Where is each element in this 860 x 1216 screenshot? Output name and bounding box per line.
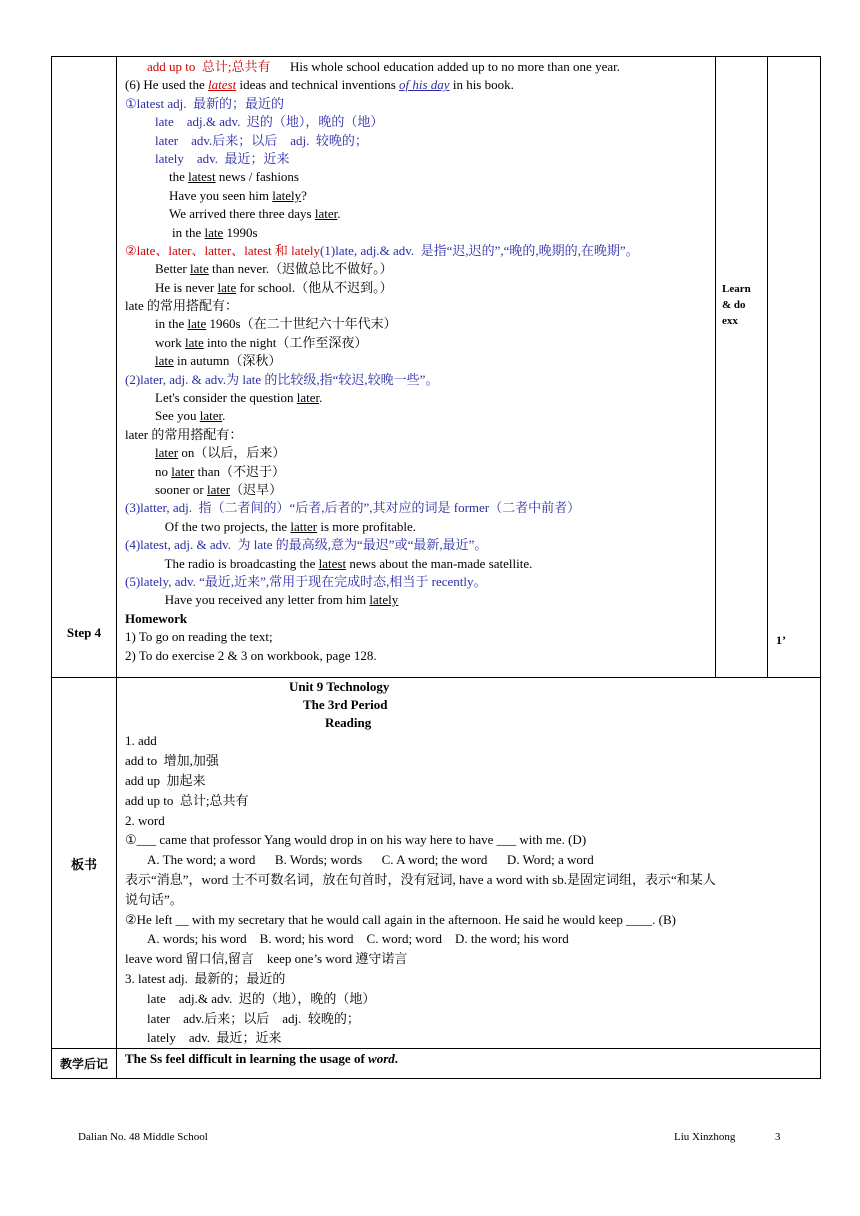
board-line: [117, 949, 820, 969]
step4-line: [117, 58, 715, 76]
text-segment: for school.（他从不迟到。）: [236, 279, 393, 295]
text-segment: (6) He used the: [125, 77, 209, 93]
activity-text: [716, 57, 767, 329]
text-segment: ①___ came that professor Yang would drop in on his way here to have ___ with me. (D): [125, 832, 587, 848]
text-segment: Homework: [125, 610, 188, 626]
board-label: 板书: [52, 678, 117, 1049]
time-cell: [768, 57, 821, 678]
text-segment: news about the man-made satellite.: [346, 555, 533, 571]
activity-cell: [716, 57, 768, 678]
text-segment: late: [184, 334, 204, 350]
step4-line: [117, 371, 715, 389]
board-title-period: The 3rd Period: [303, 696, 388, 712]
text-segment: later: [155, 445, 179, 461]
step4-content: [117, 57, 716, 678]
text-segment: add up to 总计;总共有: [125, 792, 249, 808]
text-segment: leave word 留口信,留言 keep one’s word 遵守诺言: [125, 951, 408, 967]
text-segment: lately adv. 最近；近来: [155, 150, 290, 166]
board-line: [117, 811, 820, 831]
step4-line: [117, 187, 715, 205]
text-segment: (3)latter, adj. 指（二者间的）“后者,后者的”,其对应的词是 former（二者中前者）: [125, 500, 581, 516]
activity-line: & do: [722, 299, 746, 311]
board-row: [52, 678, 821, 1049]
step4-line: [117, 352, 715, 370]
text-segment: 1. add: [125, 733, 157, 749]
step4-line: [117, 205, 715, 223]
footer-author: Liu Xinzhong: [674, 1131, 736, 1143]
text-segment: 说句话”。: [125, 891, 183, 907]
text-segment: （迟早）: [230, 481, 283, 497]
board-line: [117, 870, 820, 890]
text-segment: later: [199, 408, 223, 424]
board-line: [117, 929, 820, 949]
step4-line: [117, 628, 715, 646]
step4-line: [117, 242, 715, 260]
step4-line: [117, 481, 715, 499]
step4-line: [117, 315, 715, 333]
text-segment: late 的常用搭配有：: [125, 298, 239, 314]
text-segment: 表示“消息”，word 士不可数名词，放在句首时，没有冠词, have a word with sb.是固定词组，表示“和某人: [125, 871, 716, 887]
step4-line: [117, 224, 715, 242]
text-segment: Let's consider the question: [155, 390, 297, 406]
text-segment: ①latest adj. 最新的；最近的: [125, 95, 284, 111]
text-segment: lately: [369, 592, 399, 608]
text-segment: into the night（工作至深夜）: [203, 334, 368, 350]
board-line: [117, 1028, 820, 1048]
board-line: [117, 1009, 820, 1029]
step4-line: [117, 95, 715, 113]
text-segment: 2) To do exercise 2 & 3 on workbook, page 128.: [125, 647, 377, 663]
text-segment: add to 增加,加强: [125, 753, 219, 769]
text-segment: (4)latest, adj. & adv. 为 late 的最高级,意为“最迟”或“最新,最近”。: [125, 537, 488, 553]
step4-line: [117, 555, 715, 573]
text-segment: Better: [155, 261, 191, 277]
text-segment: in his book.: [449, 77, 514, 93]
text-segment: The radio is broadcasting the: [155, 555, 319, 571]
text-segment: is more profitable.: [317, 518, 417, 534]
text-segment: 2. word: [125, 812, 165, 828]
text-segment: later 的常用搭配有：: [125, 426, 243, 442]
text-segment: in the: [155, 316, 188, 332]
step-label: Step 4: [66, 625, 102, 640]
step4-line: [117, 260, 715, 278]
board-line: [117, 989, 820, 1009]
board-title-unit: Unit 9 Technology: [289, 679, 390, 694]
step4-line: [117, 610, 715, 628]
step4-line: [117, 389, 715, 407]
reflection-word: word: [368, 1051, 395, 1067]
text-segment: lately: [272, 187, 302, 203]
reflection-text: [117, 1049, 820, 1067]
step4-line: [117, 518, 715, 536]
text-segment: late: [187, 316, 207, 332]
step4-line: [117, 463, 715, 481]
text-segment: late adj.& adv. 迟的（地），晚的（地）: [155, 114, 384, 130]
step4-line: [117, 168, 715, 186]
text-segment: latest: [208, 77, 237, 93]
text-segment: later adv.后来；以后 adj. 较晚的；: [155, 132, 368, 148]
board-line: [117, 830, 820, 850]
step4-line: [117, 444, 715, 462]
text-segment: .: [337, 206, 341, 222]
reflection-content: [117, 1049, 821, 1079]
board-line: [117, 850, 820, 870]
text-segment: work: [155, 334, 185, 350]
step4-line: [117, 279, 715, 297]
text-segment: His whole school education added up to no more than one year.: [270, 59, 620, 74]
time-value: 1’: [776, 633, 786, 647]
reflection-prefix: The Ss feel difficult in learning the usage of: [125, 1051, 369, 1067]
step4-line: [117, 499, 715, 517]
text-segment: .: [222, 408, 226, 424]
activity-line: exx: [722, 315, 738, 327]
text-segment: Have you seen him: [169, 187, 273, 203]
board-line: [117, 969, 820, 989]
step4-lines: [117, 57, 715, 665]
text-segment: later: [314, 206, 338, 222]
text-segment: add up to 总计;总共有: [147, 59, 271, 74]
text-segment: late: [204, 224, 224, 240]
text-segment: latest: [318, 555, 347, 571]
text-segment: Have you received any letter from him: [155, 592, 370, 608]
text-segment: later adv.后来；以后 adj. 较晚的；: [147, 1010, 360, 1026]
text-segment: (1)late, adj.& adv. 是指“迟,迟的”,“晚的,晚期的,在晚期”。: [320, 242, 639, 258]
text-segment: late adj.& adv. 迟的（地），晚的（地）: [147, 990, 376, 1006]
text-segment: no: [155, 463, 172, 479]
board-lines: [117, 731, 820, 1048]
text-segment: on（以后，后来）: [178, 445, 286, 461]
activity-line: Learn: [722, 283, 751, 295]
text-segment: add up 加起来: [125, 772, 206, 788]
step4-line: [117, 150, 715, 168]
text-segment: ?: [301, 187, 307, 203]
step4-line: [117, 76, 715, 94]
board-line: [117, 791, 820, 811]
text-segment: 1) To go on reading the text;: [125, 629, 273, 645]
step4-line: [117, 132, 715, 150]
step4-line: [117, 297, 715, 315]
text-segment: 1990s: [223, 224, 258, 240]
text-segment: We arrived there three days: [169, 206, 315, 222]
step4-line: [117, 573, 715, 591]
board-line: [117, 910, 820, 930]
footer-school: Dalian No. 48 Middle School: [78, 1131, 208, 1143]
reflection-row: [52, 1049, 821, 1079]
text-segment: A. The word; a word B. Words; words C. A word; the word D. Word; a word: [147, 852, 594, 868]
text-segment: in the: [172, 224, 205, 240]
text-segment: than（不迟于）: [194, 463, 285, 479]
text-segment: late: [155, 353, 174, 369]
text-segment: sooner or: [155, 481, 207, 497]
text-segment: later: [207, 481, 231, 497]
text-segment: See you: [155, 408, 200, 424]
text-segment: 1960s（在二十世纪六十年代末）: [206, 316, 397, 332]
step4-row: [52, 57, 821, 678]
text-segment: news / fashions: [215, 169, 299, 185]
text-segment: lately adv. 最近；近来: [147, 1030, 282, 1046]
step4-label-cell: [52, 57, 117, 678]
board-content: [117, 678, 821, 1049]
text-segment: 3. latest adj. 最新的；最近的: [125, 970, 286, 986]
text-segment: than never.（迟做总比不做好。）: [208, 261, 393, 277]
text-segment: Of the two projects, the: [155, 518, 291, 534]
board-line: [117, 751, 820, 771]
text-segment: of his day: [399, 77, 450, 93]
board-line: [117, 771, 820, 791]
text-segment: ②He left __ with my secretary that he would call again in the afternoon. He said he would keep ____. (B): [125, 911, 676, 927]
text-segment: later: [171, 463, 195, 479]
step4-line: [117, 647, 715, 665]
reflection-suffix: .: [394, 1051, 399, 1067]
lesson-plan-table: [51, 56, 821, 1079]
text-segment: .: [319, 390, 323, 406]
text-segment: late: [217, 279, 237, 295]
reflection-label: 教学后记: [52, 1049, 117, 1079]
step4-line: [117, 591, 715, 609]
text-segment: latest: [188, 169, 216, 185]
board-title-reading: Reading: [325, 714, 372, 730]
step4-line: [117, 113, 715, 131]
text-segment: (2)later, adj. & adv.为 late 的比较级,指“较迟,较晚一些”。: [125, 371, 439, 387]
text-segment: ②late、later、latter、latest 和 lately: [125, 242, 321, 258]
text-segment: He is never: [155, 279, 218, 295]
text-segment: the: [169, 169, 189, 185]
step4-line: [117, 407, 715, 425]
text-segment: ideas and technical inventions: [236, 77, 400, 93]
step4-line: [117, 426, 715, 444]
text-segment: (5)lately, adv. “最近,近来”,常用于现在完成时态,相当于 recently。: [125, 573, 487, 589]
board-line: [117, 890, 820, 910]
step4-line: [117, 334, 715, 352]
board-line: [117, 731, 820, 751]
text-segment: latter: [290, 518, 318, 534]
step4-line: [117, 536, 715, 554]
text-segment: in autumn（深秋）: [173, 353, 282, 369]
text-segment: A. words; his word B. word; his word C. word; word D. the word; his word: [147, 931, 569, 947]
footer-page-number: 3: [775, 1131, 781, 1143]
text-segment: later: [296, 390, 320, 406]
text-segment: late: [190, 261, 209, 277]
